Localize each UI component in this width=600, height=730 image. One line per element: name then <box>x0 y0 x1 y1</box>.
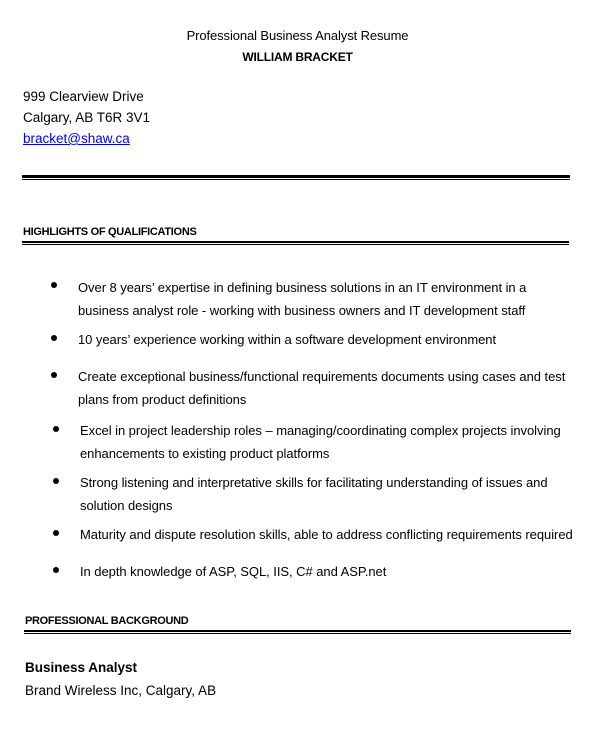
job-title: Business Analyst <box>25 660 138 675</box>
email-link[interactable]: bracket@shaw.ca <box>23 131 130 146</box>
header-divider <box>22 175 570 178</box>
bullet-icon <box>53 478 59 484</box>
background-rule <box>24 630 571 632</box>
document-title: Professional Business Analyst Resume <box>186 28 409 43</box>
background-heading: PROFESSIONAL BACKGROUND <box>25 615 189 627</box>
job-company: Brand Wireless Inc, Calgary, AB <box>25 683 217 698</box>
bullet-icon <box>51 372 57 378</box>
contact-street: 999 Clearview Drive <box>23 89 144 104</box>
bullet-icon <box>51 335 57 341</box>
qualifications-heading: HIGHLIGHTS OF QUALIFICATIONS <box>23 226 197 238</box>
qualifications-rule <box>22 241 569 243</box>
contact-email-line <box>23 131 130 146</box>
bullet-icon <box>53 567 59 573</box>
candidate-name: WILLIAM BRACKET <box>242 50 353 64</box>
contact-city: Calgary, AB T6R 3V1 <box>23 110 151 125</box>
bullet-icon <box>51 282 57 288</box>
bullet-icon <box>53 426 59 432</box>
bullet-icon <box>53 530 59 536</box>
